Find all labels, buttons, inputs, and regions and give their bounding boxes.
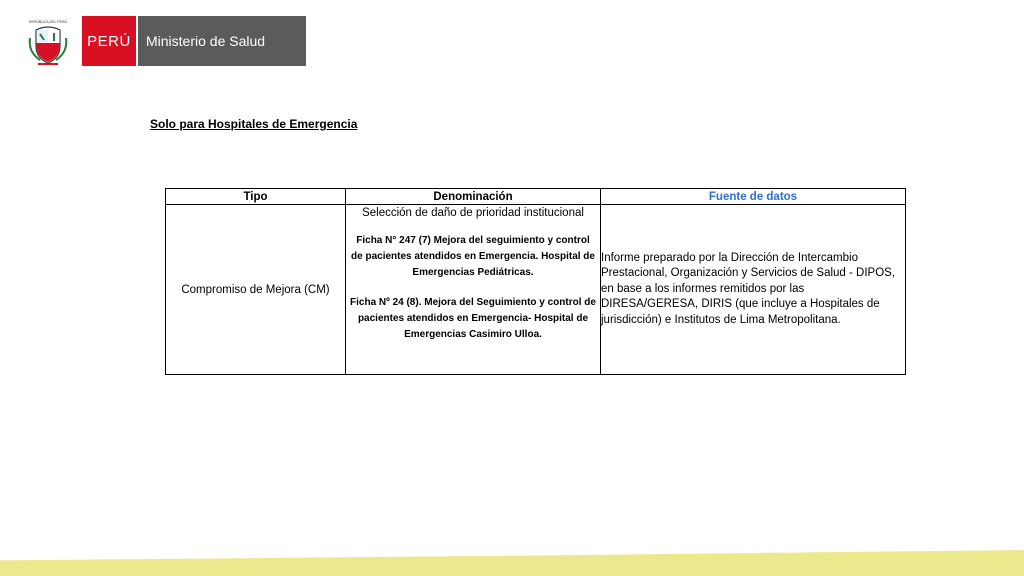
cell-tipo: Compromiso de Mejora (CM) bbox=[166, 205, 346, 375]
shield-text: REPÚBLICA DEL PERÚ bbox=[29, 20, 67, 24]
table-header-row bbox=[166, 189, 906, 205]
table-row bbox=[166, 205, 906, 375]
header-fuente: Fuente de datos bbox=[601, 189, 906, 205]
ministry-logo bbox=[28, 16, 306, 66]
header-tipo: Tipo bbox=[166, 189, 346, 205]
coat-of-arms-icon bbox=[28, 16, 68, 66]
country-label: PERÚ bbox=[82, 16, 136, 66]
denominacion-title: Selección de daño de prioridad institucional bbox=[362, 207, 584, 219]
footer-band bbox=[0, 550, 1024, 576]
cell-denominacion bbox=[346, 205, 601, 375]
section-subtitle: Solo para Hospitales de Emergencia bbox=[150, 117, 358, 131]
cell-fuente: Informe preparado por la Dirección de Intercambio Prestacional, Organización y Servicios de Salud - DIPOS, en base a los informes remitidos por las DIRESA/GERESA, DIRIS (que incluye a Hospitales de jurisdicción) e Institutos de Lima Metropolitana. bbox=[601, 205, 906, 375]
ministry-label: Ministerio de Salud bbox=[136, 16, 306, 66]
ficha-24: Ficha Nº 24 (8). Mejora del Seguimiento y control de pacientes atendidos en Emergencia- Hospital de Emergencias Casimiro Ulloa. bbox=[350, 297, 596, 340]
header-denominacion: Denominación bbox=[346, 189, 601, 205]
indicator-table bbox=[165, 188, 906, 375]
ficha-247: Ficha N° 247 (7) Mejora del seguimiento y control de pacientes atendidos en Emergencia. Hospital de Emergencias Pediátricas. bbox=[351, 235, 595, 278]
